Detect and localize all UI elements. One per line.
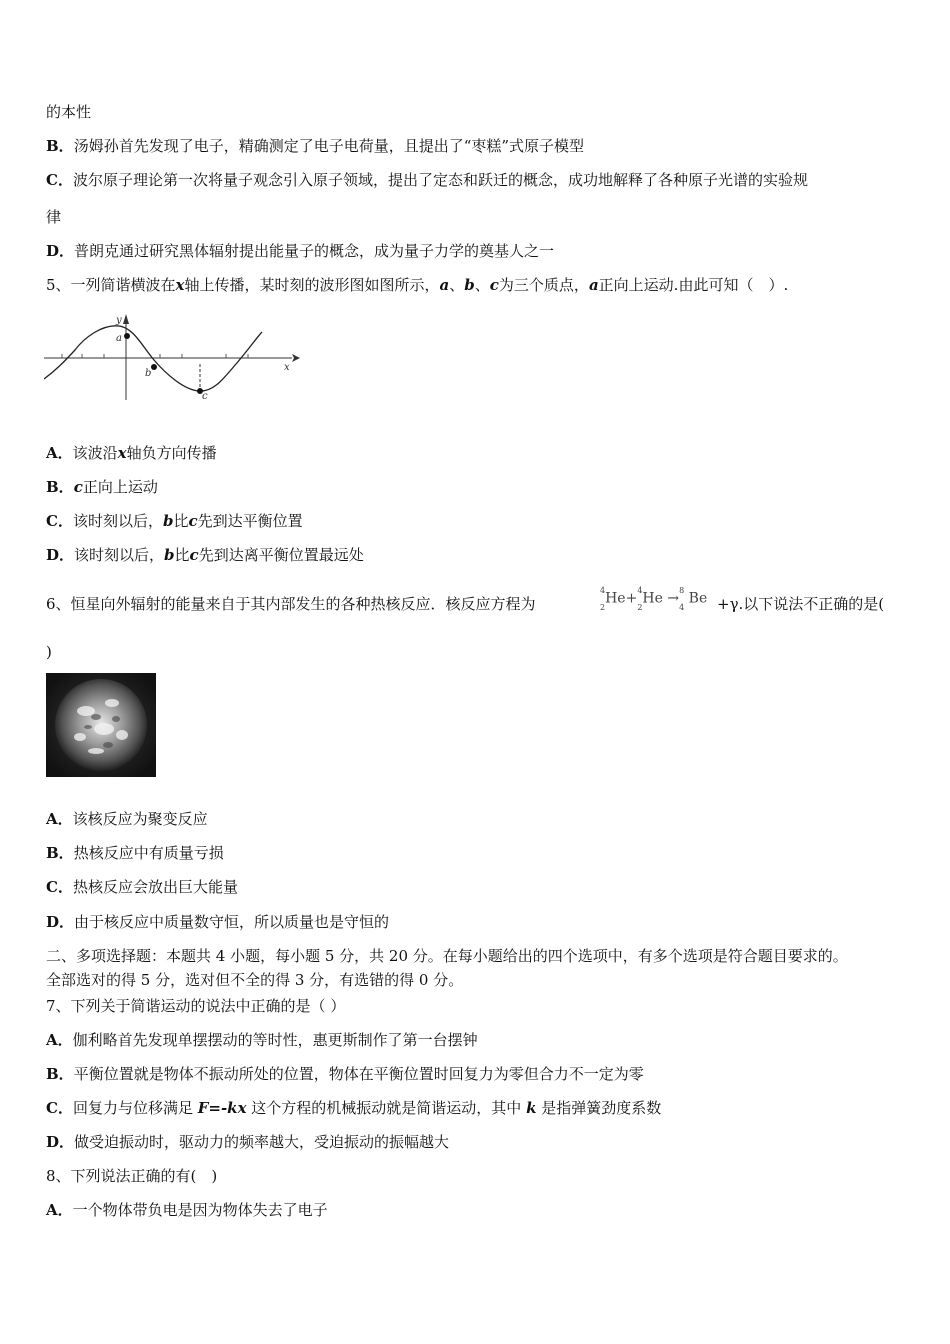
point-b xyxy=(151,364,157,370)
option-d-line: D．普朗克通过研究黑体辐射提出能量子的概念，成为量子力学的奠基人之一 xyxy=(46,242,555,260)
point-c-label: c xyxy=(202,391,208,402)
q7-option-a: A．伽利略首先发现单摆摆动的等时性，惠更斯制作了第一台摆钟 xyxy=(46,1031,478,1049)
question-5-stem: 5、一列简谐横波在x轴上传播，某时刻的波形图如图所示，a、b、c为三个质点，a正向上运动.由此可知（ ）. xyxy=(46,276,789,294)
tick-marks xyxy=(62,354,248,358)
text-line: 律 xyxy=(46,208,62,226)
q7-option-d: D．做受迫振动时，驱动力的频率越大，受迫振动的振幅越大 xyxy=(46,1133,450,1151)
q6-option-d: D．由于核反应中质量数守恒，所以质量也是守恒的 xyxy=(46,913,390,931)
point-a xyxy=(124,333,130,339)
wave-figure xyxy=(44,314,300,404)
question-8-stem: 8、下列说法正确的有( ) xyxy=(46,1167,218,1185)
y-label: y xyxy=(116,315,122,326)
x-axis-arrow xyxy=(292,354,300,362)
point-a-label: a xyxy=(116,333,122,344)
section-2-scoring: 全部选对的得 5 分，选对但不全的得 3 分，有选错的得 0 分。 xyxy=(46,971,464,989)
q5-option-a: A．该波沿x轴负方向传播 xyxy=(46,444,217,462)
option-b-line: B．汤姆孙首先发现了电子，精确测定了电子电荷量，且提出了“枣糕”式原子模型 xyxy=(46,137,585,155)
q6-option-a: A．该核反应为聚变反应 xyxy=(46,810,208,828)
q5-option-b: B．c正向上运动 xyxy=(46,478,158,496)
question-6-stem-end: +γ.以下说法不正确的是( xyxy=(717,595,885,613)
question-6-stem-close: ) xyxy=(46,643,52,661)
q6-option-c: C．热核反应会放出巨大能量 xyxy=(46,878,238,896)
q8-option-a: A．一个物体带负电是因为物体失去了电子 xyxy=(46,1201,328,1219)
star-image xyxy=(46,673,156,777)
q6-option-b: B．热核反应中有质量亏损 xyxy=(46,844,224,862)
text-line: 的本性 xyxy=(46,103,92,121)
option-c-line: C．波尔原子理论第一次将量子观念引入原子领域，提出了定态和跃迁的概念，成功地解释了各种原子光谱的实验规 xyxy=(46,171,808,189)
section-2-header: 二、多项选择题：本题共 4 小题，每小题 5 分，共 20 分。在每小题给出的四个选项中，有多个选项是符合题目要求的。 xyxy=(46,947,848,965)
q5-option-d: D．该时刻以后，b比c先到达离平衡位置最远处 xyxy=(46,546,364,564)
q7-option-b: B．平衡位置就是物体不振动所处的位置，物体在平衡位置时回复力为零但合力不一定为零 xyxy=(46,1065,644,1083)
x-label: x xyxy=(284,362,290,373)
q7-option-c: C．回复力与位移满足 F=-kx 这个方程的机械振动就是简谐运动，其中 k 是指弹簧劲度系数 xyxy=(46,1099,662,1117)
nuclear-equation: $^4$ $_2$He+$^4$ $_2$He →$^8$ $_4$ Be xyxy=(600,586,708,612)
question-7-stem: 7、下列关于简谐运动的说法中正确的是（ ） xyxy=(46,997,346,1015)
q5-option-c: C．该时刻以后，b比c先到达平衡位置 xyxy=(46,512,303,530)
question-6-stem: 6、恒星向外辐射的能量来自于其内部发生的各种热核反应．核反应方程为 xyxy=(46,595,536,613)
point-b-label: b xyxy=(145,368,152,379)
y-axis-arrow xyxy=(123,314,129,324)
